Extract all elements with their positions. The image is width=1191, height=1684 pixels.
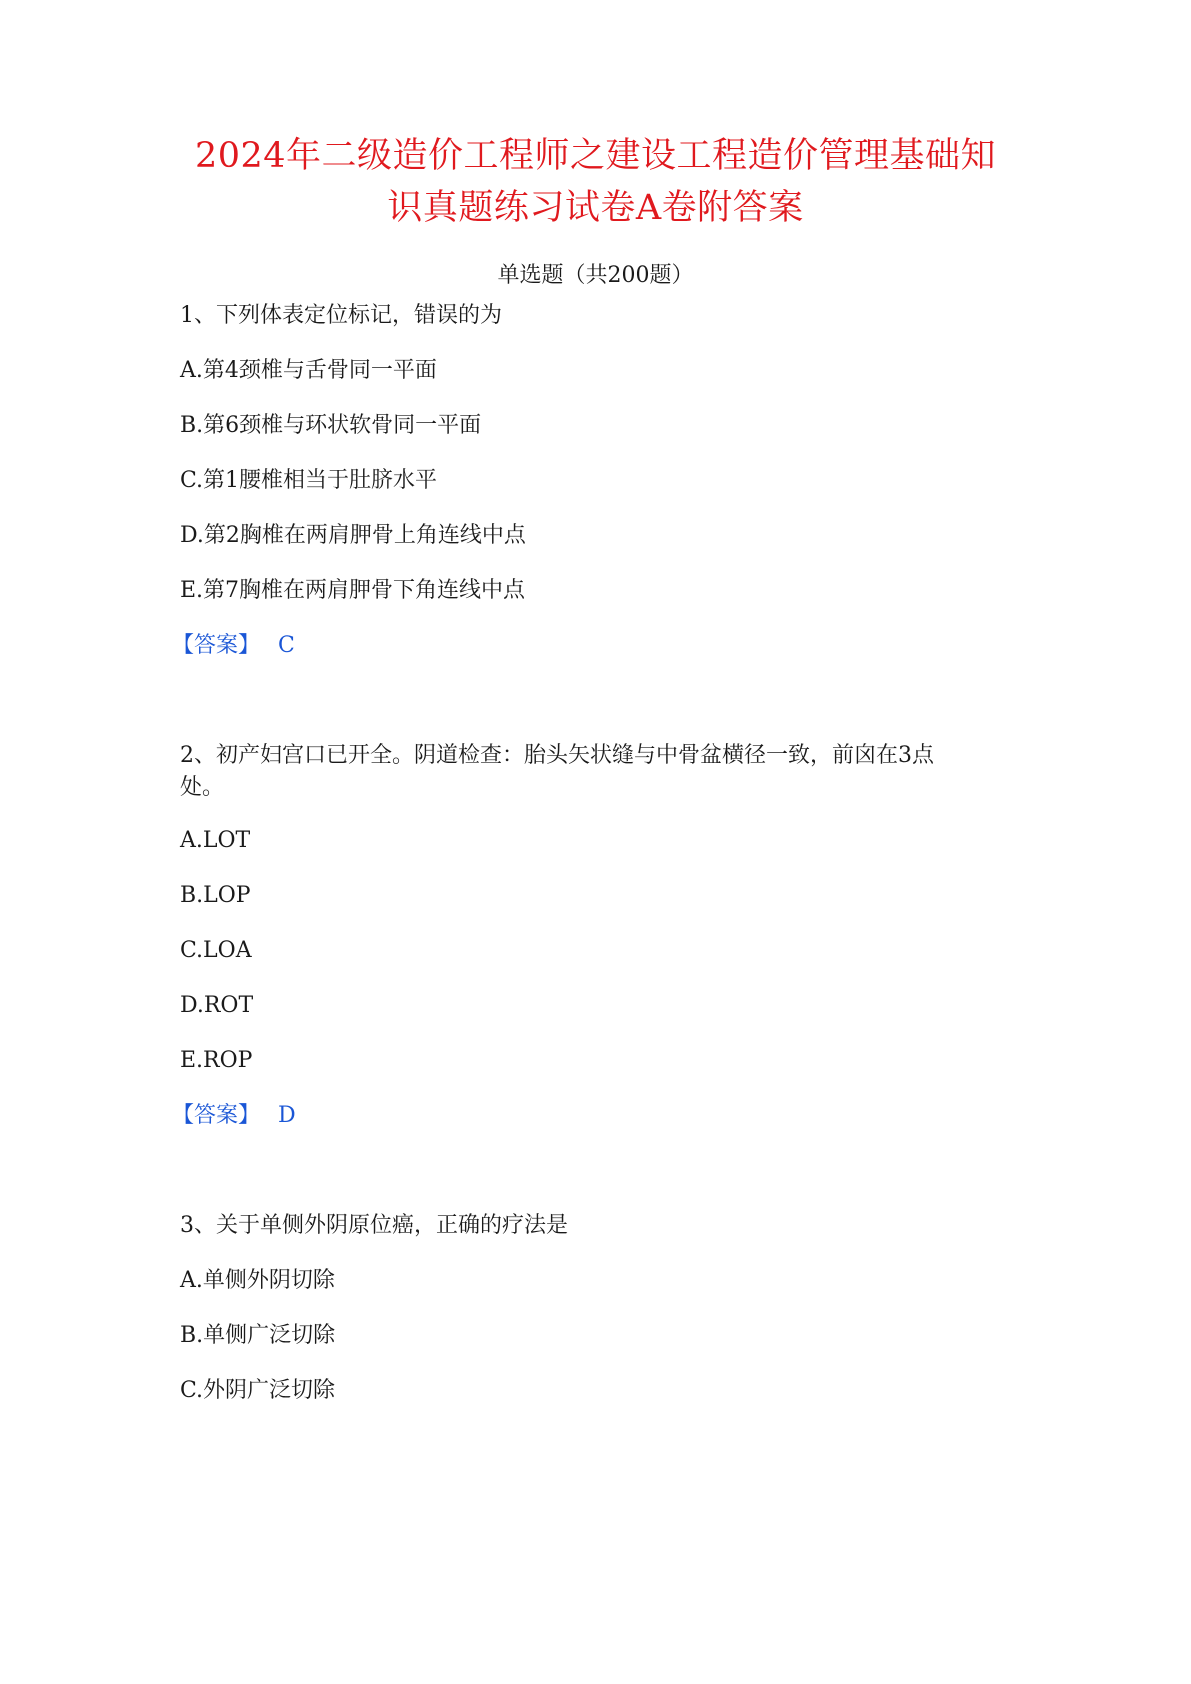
question-1-option-e: E.第7胸椎在两肩胛骨下角连线中点 bbox=[180, 578, 526, 603]
answer-label: 【答案】 bbox=[172, 1103, 261, 1128]
question-2-option-c: C.LOA bbox=[180, 938, 252, 963]
question-1-stem: 1、下列体表定位标记，错误的为 bbox=[180, 303, 502, 328]
question-1-option-d: D.第2胸椎在两肩胛骨上角连线中点 bbox=[180, 523, 526, 548]
answer-label: 【答案】 bbox=[172, 633, 261, 658]
question-3-stem: 3、关于单侧外阴原位癌，正确的疗法是 bbox=[180, 1213, 568, 1238]
answer-value: C bbox=[278, 633, 295, 658]
question-2-stem-line-1: 2、初产妇宫口已开全。阴道检查：胎头矢状缝与中骨盆横径一致，前囟在3点 bbox=[180, 743, 934, 768]
question-2-stem-line-2: 处。 bbox=[180, 775, 225, 800]
question-3-option-a: A.单侧外阴切除 bbox=[180, 1268, 335, 1293]
question-3-option-b: B.单侧广泛切除 bbox=[180, 1323, 336, 1348]
question-1-option-b: B.第6颈椎与环状软骨同一平面 bbox=[180, 413, 482, 438]
question-2-answer bbox=[172, 1100, 296, 1132]
document-title-line-2: 识真题练习试卷A卷附答案 bbox=[387, 188, 804, 228]
question-2-option-a: A.LOT bbox=[180, 828, 251, 853]
question-1-answer bbox=[172, 630, 295, 662]
question-2-option-e: E.ROP bbox=[180, 1048, 253, 1073]
question-2-option-b: B.LOP bbox=[180, 883, 251, 908]
question-1-option-a: A.第4颈椎与舌骨同一平面 bbox=[180, 358, 437, 383]
section-heading: 单选题（共200题） bbox=[497, 263, 694, 288]
question-1-option-c: C.第1腰椎相当于肚脐水平 bbox=[180, 468, 438, 493]
document-title-line-1: 2024年二级造价工程师之建设工程造价管理基础知 bbox=[194, 136, 997, 176]
question-2-option-d: D.ROT bbox=[180, 993, 254, 1018]
question-3-option-c: C.外阴广泛切除 bbox=[180, 1378, 336, 1403]
answer-value: D bbox=[278, 1103, 296, 1128]
